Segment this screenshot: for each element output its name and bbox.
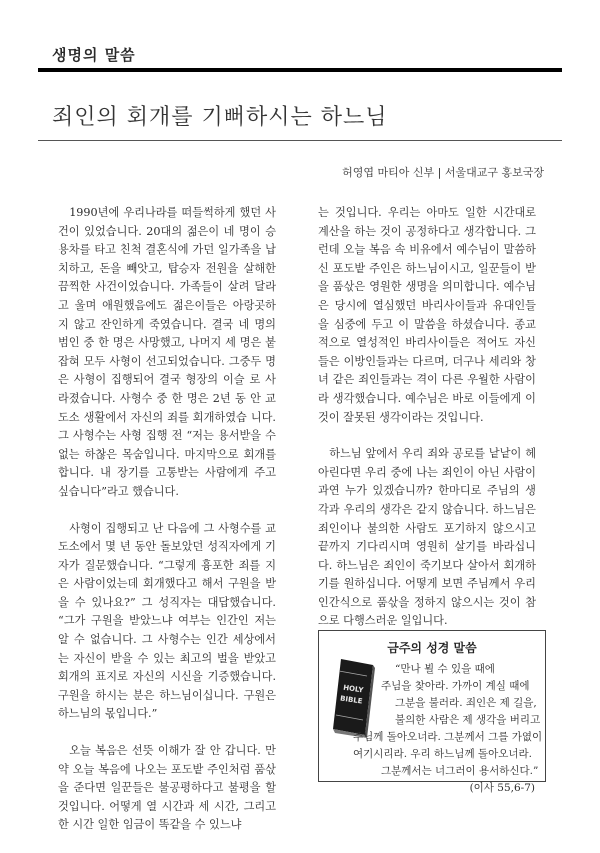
article-paragraph: 1990년에 우리나라를 떠들썩하게 했던 사건이 있었습니다. 20대의 젊은이 네 명이 승용차를 타고 친척 결혼식에 가던 일가족을 납치하고, 돈을 빼앗고, 탑승자 전원을 살해한 끔찍한 사건이었습니다. 가족들이 살려 달라고 울며 애원했음에도 젊은이들은 아랑곳하지 않고 잔인하게 죽였습니다. 결국 네 명의 범인 중 한 명은 사망했고, 나머지 세 명은 붙잡혀 모두 사형이 선고되었습니다. 그중두 명은 사형이 집행되어 결국 형장의 이슬 로 사라졌습니다. 사형수 중 한 명은 2년 동 안 교도소 생활에서 자신의 죄를 회개하였습 니다. 그 사형수는 사형 집행 전 “저는 용서받을 수 없는 하찮은 목숨입니다. 마지막으로 회개를 합니다. 내 장기를 고통받는 사람에게 주고 싶습니다”라고 했습니다. — [58, 206, 276, 498]
bible-verse-line: 그분을 불러라. 죄인은 제 길을, — [395, 697, 537, 709]
title-divider — [38, 140, 562, 141]
bible-verse-line: “만나 뵐 수 있을 때에 — [395, 663, 495, 675]
weekly-bible-verse-box — [318, 630, 546, 794]
bible-verse-line: 불의한 사람은 제 생각을 버리고 — [395, 714, 541, 726]
bible-box-title: 금주의 성경 말씀 — [387, 641, 477, 655]
bible-icon-word-bible: BIBLE — [339, 694, 363, 706]
bible-verse-line: 주님께 돌아오너라. 그분께서 그를 가엾이 — [353, 731, 543, 743]
article-title: 죄인의 회개를 기뻐하시는 하느님 — [52, 105, 388, 130]
article-column-right — [318, 204, 536, 649]
bible-verse-line: 주님을 찾아라. 가까이 계실 때에 — [381, 680, 530, 692]
top-rule — [38, 68, 562, 72]
section-label: 생명의 말씀 — [52, 46, 136, 64]
bible-icon-word-holy: HOLY — [342, 683, 364, 695]
article-paragraph: 는 것입니다. 우리는 아마도 일한 시간대로 계산을 하는 것이 공정하다고 생각합니다. 그런데 오늘 복음 속 비유에서 예수님이 말씀하신 포도밭 주인은 하느님이시고, 일꾼들이 받을 품삯은 영원한 생명을 의미합니다. 예수님은 당시에 열심했던 바리사이들과 유대인들을 심중에 두고 이 말씀을 하셨습니다. 종교적으로 열성적인 바리사이들은 적어도 자신들은 이방인들과는 다르며, 더구나 세리와 창녀 같은 죄인들과는 격이 다른 우월한 사람이라 생각했습니다. 예수님은 바로 이들에게 이것이 잘못된 생각이라는 것입니다. — [318, 206, 536, 424]
holy-bible-book-icon — [327, 655, 379, 739]
author-byline: 허영엽 마티아 신부 | 서울대교구 홍보국장 — [342, 166, 544, 179]
article-paragraph: 사형이 집행되고 난 다음에 그 사형수를 교도소에서 몇 년 동안 돌보았던 성직자에게 기자가 질문했습니다. “그렇게 흉포한 죄를 지은 사람이었는데 회개했다고 해서 구원을 받을 수 있나요?” 그 성직자는 대답했습니다. “그가 구원을 받았느냐 여부는 인간인 저는 알 수 없습니다. 그 사형수는 인간 세상에서는 자신이 받을 수 있는 최고의 벌을 받았고 회개의 표지로 자신의 시신을 기증했습니다. 구원을 하시는 분은 하느님이십니다. 구원은 하느님의 몫입니다.” — [58, 521, 276, 721]
bible-verse-line: 여기시리라. 우리 하느님께 돌아오너라. — [353, 748, 532, 760]
article-paragraph: 오늘 복음은 선뜻 이해가 잘 안 갑니다. 만약 오늘 복음에 나오는 포도밭 주인처럼 품삯을 준다면 일꾼들은 불공평하다고 불평을 할 것입니다. 어떻게 열 시간과 세 시간, 그리고 한 시간 일한 임금이 똑같을 수 있느냐 — [58, 744, 276, 832]
article-column-left — [58, 204, 276, 853]
bible-reference: (이사 55,6-7) — [469, 782, 535, 794]
bible-verse-line: 그분께서는 너그러이 용서하신다.” — [381, 765, 539, 777]
article-paragraph: 하느님 앞에서 우리 죄와 공로를 낱낱이 헤아린다면 우리 중에 나는 죄인이 아닌 사람이 과연 누가 있겠습니까? 한마디로 주님의 생각과 우리의 생각은 같지 않습니다. 하느님은 죄인이나 불의한 사람도 포기하지 않으시고 끝까지 기다리시며 영원히 살기를 바라십니다. 하느님은 죄인이 죽기보다 살아서 회개하기를 원하십니다. 어떻게 보면 주님께서 우리 인간식으로 품삯을 정하지 않으시는 것이 참으로 다행스러운 일입니다. — [318, 447, 536, 628]
